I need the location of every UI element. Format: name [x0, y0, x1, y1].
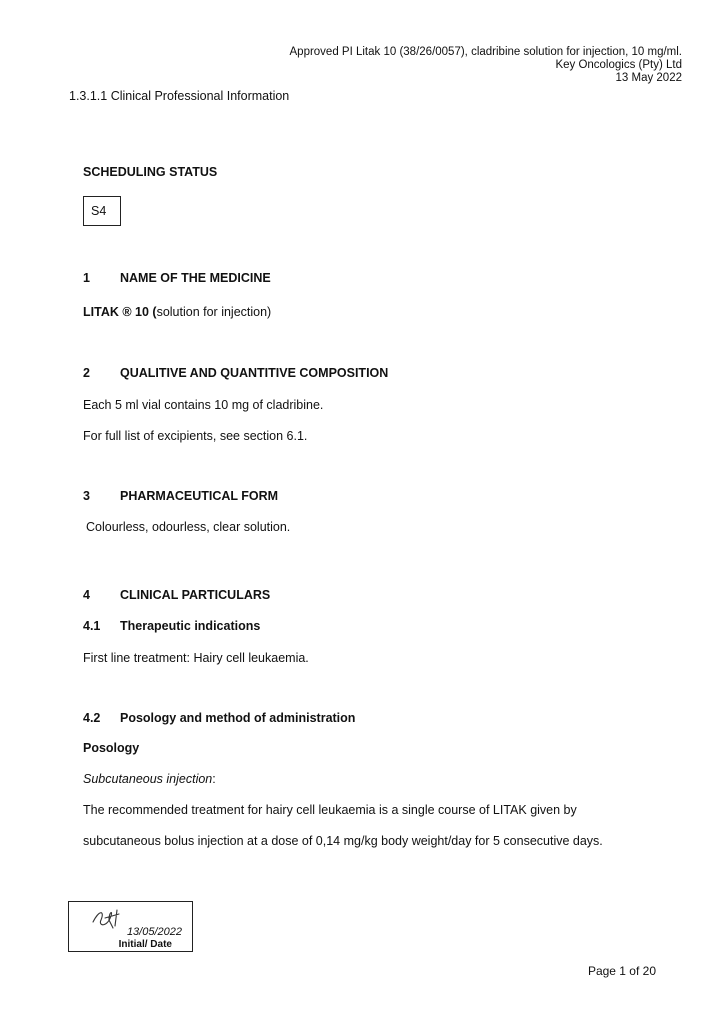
section-4-2-title: Posology and method of administration: [120, 711, 356, 725]
section-4-1-number: 4.1: [83, 619, 101, 633]
section-1-heading: [83, 271, 271, 285]
scheduling-value: S4: [91, 204, 107, 218]
signature-date: 13/05/2022: [126, 926, 182, 938]
section-4-heading: [83, 588, 270, 602]
medicine-name: [83, 305, 271, 319]
medicine-name-rest: solution for injection): [156, 305, 272, 319]
subcutaneous-label-text: Subcutaneous injection: [83, 772, 213, 786]
section-1-number: 1: [83, 271, 90, 285]
section-3-number: 3: [83, 489, 90, 503]
header-line-3: 13 May 2022: [615, 72, 682, 84]
section-3-title: PHARMACEUTICAL FORM: [120, 489, 279, 503]
section-4-title: CLINICAL PARTICULARS: [120, 588, 271, 602]
pharmaceutical-form-text: Colourless, odourless, clear solution.: [86, 520, 291, 534]
header-line-1: Approved PI Litak 10 (38/26/0057), cladribine solution for injection, 10 mg/ml.: [289, 46, 682, 58]
posology-text-1: The recommended treatment for hairy cell leukaemia is a single course of LITAK given by: [83, 803, 577, 817]
composition-text-1: Each 5 ml vial contains 10 mg of cladribine.: [83, 398, 324, 412]
section-4-1-heading: [83, 619, 260, 633]
posology-subheading: Posology: [83, 741, 140, 755]
composition-text-2: For full list of excipients, see section 6.1.: [83, 429, 308, 443]
module-heading: 1.3.1.1 Clinical Professional Information: [69, 89, 290, 103]
signature-icon: [89, 906, 129, 932]
posology-text-2: subcutaneous bolus injection at a dose of 0,14 mg/kg body weight/day for 5 consecutive days.: [83, 834, 603, 848]
subcutaneous-label-colon: :: [212, 772, 216, 786]
section-4-1-title: Therapeutic indications: [120, 619, 261, 633]
subcutaneous-label: [83, 772, 216, 786]
scheduling-heading: SCHEDULING STATUS: [83, 165, 218, 179]
section-2-title: QUALITIVE AND QUANTITIVE COMPOSITION: [120, 366, 389, 380]
medicine-name-bold: LITAK ® 10 (: [83, 305, 157, 319]
section-2-number: 2: [83, 366, 90, 380]
section-4-2-heading: [83, 711, 355, 725]
section-1-title: NAME OF THE MEDICINE: [120, 271, 271, 285]
section-4-number: 4: [83, 588, 90, 602]
header-line-2: Key Oncologics (Pty) Ltd: [555, 59, 682, 71]
section-2-heading: [83, 366, 388, 380]
page-number: Page 1 of 20: [587, 964, 656, 978]
section-4-2-number: 4.2: [83, 711, 101, 725]
initial-date-box: [68, 901, 193, 952]
signature-label: Initial/ Date: [118, 939, 172, 950]
indications-text: First line treatment: Hairy cell leukaemia.: [83, 651, 309, 665]
section-3-heading: [83, 489, 278, 503]
scheduling-box: [83, 196, 121, 226]
